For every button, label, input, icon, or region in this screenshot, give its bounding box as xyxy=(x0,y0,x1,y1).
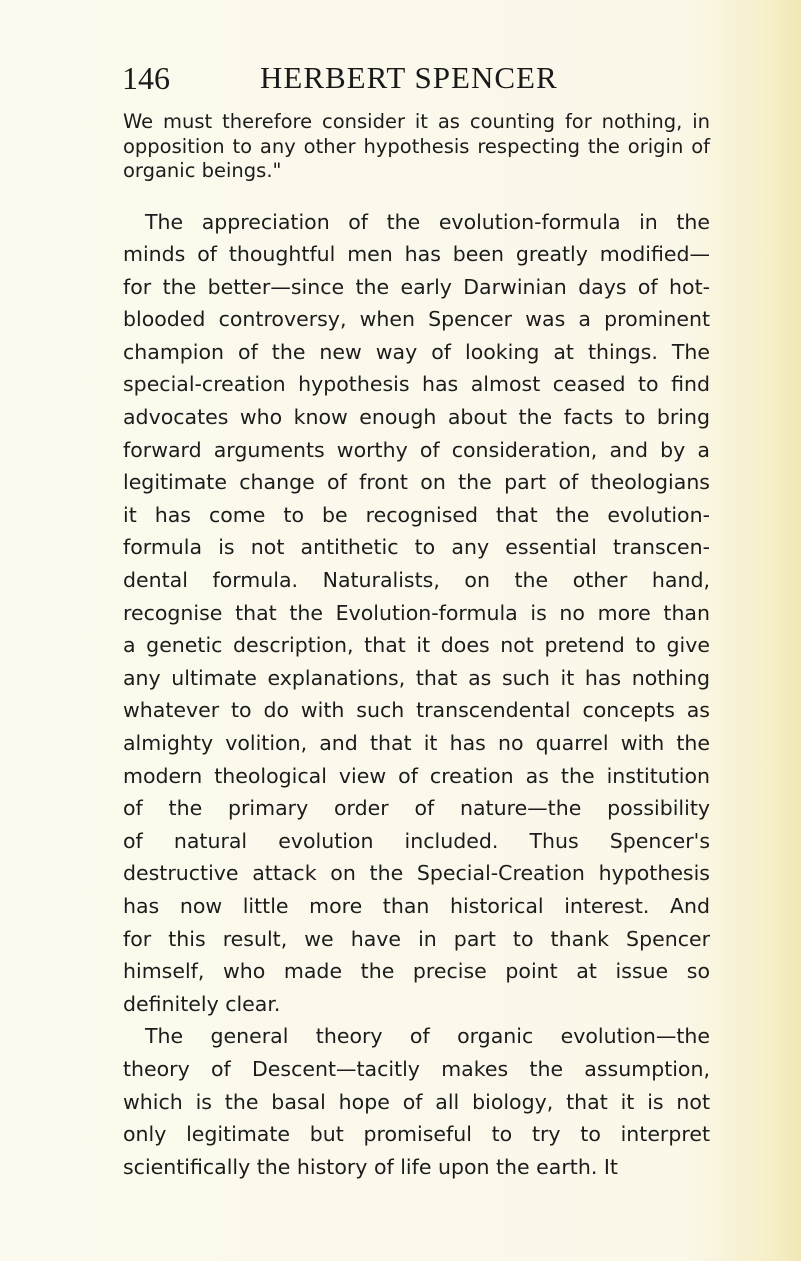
text-line: advocates who know enough about the facts to bring xyxy=(123,405,710,430)
body-text xyxy=(123,110,710,1183)
text-line: has now little more than historical interest. And xyxy=(123,893,710,918)
text-line: forward arguments worthy of consideration, and by a xyxy=(123,437,710,462)
text-line: of natural evolution included. Thus Spencer's xyxy=(123,828,710,853)
text-line: whatever to do with such transcendental concepts as xyxy=(123,698,710,723)
text-line: legitimate change of front on the part of theologians xyxy=(123,470,710,495)
text-line: The appreciation of the evolution-formula in the xyxy=(145,209,710,234)
running-head: HERBERT SPENCER xyxy=(260,60,558,95)
text-line: definitely clear. xyxy=(123,991,281,1016)
text-line: almighty volition, and that it has no quarrel with the xyxy=(123,731,710,755)
text-line: destructive attack on the Special-Creation hypothesis xyxy=(123,861,710,886)
text-line: formula is not antithetic to any essential transcen- xyxy=(123,535,710,560)
text-line: theory of Descent—tacitly makes the assumption, xyxy=(123,1056,710,1081)
text-line: it has come to be recognised that the evolution- xyxy=(123,502,710,527)
page-number: 146 xyxy=(122,60,170,96)
text-line: dental formula. Naturalists, on the other hand, xyxy=(123,568,710,593)
paragraph xyxy=(123,1020,710,1183)
text-line: only legitimate but promiseful to try to interpret xyxy=(123,1122,710,1147)
text-line: opposition to any other hypothesis respecting the origin of xyxy=(123,134,710,158)
text-line: modern theological view of creation as the institution xyxy=(123,763,710,788)
text-line: blooded controversy, when Spencer was a prominent xyxy=(123,307,710,332)
text-line: of the primary order of nature—the possibility xyxy=(123,796,710,821)
text-line: We must therefore consider it as counting for nothing, in xyxy=(123,110,710,133)
text-line: scientifically the history of life upon the earth. It xyxy=(123,1154,618,1179)
page-header xyxy=(122,52,682,104)
text-line: himself, who made the precise point at issue so xyxy=(123,959,710,984)
text-line: for this result, we have in part to thank Spencer xyxy=(123,926,710,951)
text-line: The general theory of organic evolution—the xyxy=(145,1024,710,1049)
paragraph xyxy=(123,206,710,1021)
text-line: a genetic description, that it does not pretend to give xyxy=(123,633,710,658)
text-line: minds of thoughtful men has been greatly modified— xyxy=(123,242,710,267)
text-line: special-creation hypothesis has almost ceased to find xyxy=(123,372,710,397)
text-line: any ultimate explanations, that as such it has nothing xyxy=(123,665,710,690)
text-line: which is the basal hope of all biology, that it is not xyxy=(123,1089,710,1114)
text-line: recognise that the Evolution-formula is no more than xyxy=(123,600,710,625)
text-line: for the better—since the early Darwinian days of hot- xyxy=(123,274,710,299)
text-line: champion of the new way of looking at things. The xyxy=(123,339,710,364)
quote-paragraph xyxy=(123,110,710,184)
text-line: organic beings." xyxy=(123,159,282,182)
